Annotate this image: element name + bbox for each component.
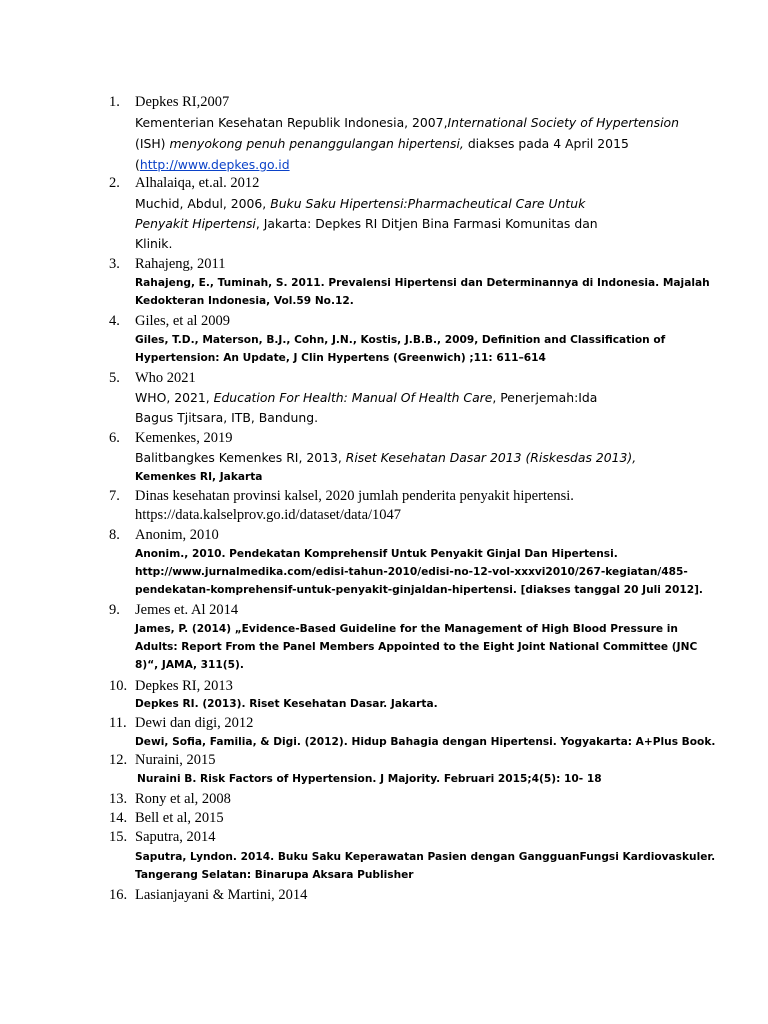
- reference-number: 3.: [109, 256, 120, 272]
- reference-number: 9.: [109, 602, 120, 618]
- reference-number: 10.: [109, 678, 128, 694]
- citation-text: Klinik.: [135, 236, 173, 251]
- citation-text: James, P. (2014) „Evidence-Based Guideline for the Management of High Blood Pressure in: [135, 623, 678, 635]
- citation-text: Education For Health: Manual Of Health Care: [213, 390, 493, 405]
- citation-text: pendekatan-komprehensif-untuk-penyakit-ginjaldan-hipertensi. [diakses tanggal 20 Juli 2012].: [135, 584, 703, 596]
- citation-text: Muchid, Abdul, 2006,: [135, 196, 271, 211]
- reference-number: 12.: [109, 752, 128, 768]
- citation-text: (ISH): [135, 136, 170, 151]
- citation-line: [135, 134, 629, 154]
- citation-text: Anonim., 2010. Pendekatan Komprehensif Untuk Penyakit Ginjal Dan Hipertensi.: [135, 548, 618, 560]
- citation-text: Dewi, Sofia, Familia, & Digi. (2012). Hidup Bahagia dengan Hipertensi. Yogyakarta: A+Plus Book.: [135, 736, 716, 748]
- citation-line: [135, 388, 597, 408]
- citation-text: Giles, T.D., Materson, B.J., Cohn, J.N., Kostis, J.B.B., 2009, Definition and Classification of: [135, 334, 666, 346]
- citation-text: 8)“, JAMA, 311(5).: [135, 659, 244, 671]
- reference-heading: Saputra, 2014: [135, 829, 216, 845]
- reference-heading-url[interactable]: https://data.kalselprov.go.id/dataset/data/1047: [135, 507, 402, 523]
- citation-text: , Jakarta: Depkes RI Ditjen Bina Farmasi Komunitas dan: [255, 216, 598, 231]
- citation-line: [135, 866, 414, 884]
- citation-line: [135, 620, 678, 638]
- citation-line: [135, 234, 172, 254]
- reference-heading: Nuraini, 2015: [135, 752, 216, 768]
- reference-heading: Dinas kesehatan provinsi kalsel, 2020 jumlah penderita penyakit hipertensi.: [135, 488, 574, 504]
- citation-line: [135, 468, 262, 486]
- reference-heading: Depkes RI,2007: [135, 94, 230, 110]
- citation-text: International Society of Hypertension: [447, 115, 679, 130]
- citation-text: Riset Kesehatan Dasar 2013 (Riskesdas 2013),: [345, 450, 637, 465]
- reference-number: 1.: [109, 94, 120, 110]
- citation-text: Kemenkes RI, Jakarta: [135, 471, 263, 483]
- citation-line: [135, 656, 244, 674]
- reference-number: 5.: [109, 370, 120, 386]
- reference-number: 15.: [109, 829, 128, 845]
- citation-line: [135, 292, 354, 310]
- reference-heading: Rony et al, 2008: [135, 791, 231, 807]
- citation-line: [135, 733, 715, 751]
- citation-line: [135, 408, 318, 428]
- citation-text: diakses pada 4 April 2015: [463, 136, 629, 151]
- reference-heading: Kemenkes, 2019: [135, 430, 233, 446]
- citation-line: [137, 770, 602, 788]
- citation-line: [135, 448, 636, 468]
- reference-heading: Dewi dan digi, 2012: [135, 715, 254, 731]
- citation-text: , Penerjemah:Ida: [492, 390, 598, 405]
- citation-text: Hypertension: An Update, J Clin Hypertens (Greenwich) ;11: 611–614: [135, 352, 546, 364]
- citation-text: http://www.jurnalmedika.com/edisi-tahun-2010/edisi-no-12-vol-xxxvi2010/267-kegiatan/485-: [135, 566, 688, 578]
- citation-line: [135, 349, 546, 367]
- reference-heading: Jemes et. Al 2014: [135, 602, 239, 618]
- citation-text: menyokong penuh penanggulangan hipertensi,: [169, 136, 464, 151]
- citation-line: [135, 545, 618, 563]
- citation-text: Nuraini B. Risk Factors of Hypertension. J Majority. Februari 2015;4(5): 10- 18: [137, 773, 602, 785]
- reference-heading: Bell et al, 2015: [135, 810, 224, 826]
- citation-line: [135, 695, 438, 713]
- reference-heading: Rahajeng, 2011: [135, 256, 226, 272]
- citation-line: [135, 563, 688, 581]
- reference-heading: Anonim, 2010: [135, 527, 219, 543]
- citation-line: [135, 194, 585, 214]
- citation-line: [135, 331, 665, 349]
- citation-text: Rahajeng, E., Tuminah, S. 2011. Prevalensi Hipertensi dan Determinannya di Indonesia. Majalah: [135, 277, 710, 289]
- citation-line: [135, 638, 697, 656]
- reference-number: 7.: [109, 488, 120, 504]
- reference-number: 13.: [109, 791, 128, 807]
- reference-number: 8.: [109, 527, 120, 543]
- citation-line: [135, 848, 715, 866]
- citation-text: Saputra, Lyndon. 2014. Buku Saku Keperawatan Pasien dengan GangguanFungsi Kardiovaskuler.: [135, 851, 716, 863]
- citation-text: Adults: Report From the Panel Members Appointed to the Eight Joint National Committee (JNC: [135, 641, 698, 653]
- citation-text: WHO, 2021,: [135, 390, 214, 405]
- citation-text: Kementerian Kesehatan Republik Indonesia, 2007,: [135, 115, 448, 130]
- reference-heading: Alhalaiqa, et.al. 2012: [135, 175, 260, 191]
- citation-line: [135, 113, 679, 133]
- citation-text: Balitbangkes Kemenkes RI, 2013,: [135, 450, 346, 465]
- reference-number: 14.: [109, 810, 128, 826]
- citation-line: [135, 155, 290, 175]
- citation-line: [135, 581, 703, 599]
- citation-line: [135, 274, 710, 292]
- citation-text: Kedokteran Indonesia, Vol.59 No.12.: [135, 295, 354, 307]
- reference-number: 16.: [109, 887, 128, 903]
- reference-heading: Depkes RI, 2013: [135, 678, 233, 694]
- citation-text: Penyakit Hipertensi: [135, 216, 256, 231]
- reference-number: 4.: [109, 313, 120, 329]
- citation-text: Depkes RI. (2013). Riset Kesehatan Dasar. Jakarta.: [135, 698, 438, 710]
- reference-heading: Lasianjayani & Martini, 2014: [135, 887, 308, 903]
- reference-heading: Giles, et al 2009: [135, 313, 231, 329]
- citation-line: [135, 214, 598, 234]
- citation-text: Tangerang Selatan: Binarupa Aksara Publisher: [135, 869, 414, 881]
- reference-number: 6.: [109, 430, 120, 446]
- reference-heading: Who 2021: [135, 370, 196, 386]
- reference-number: 11.: [109, 715, 127, 731]
- reference-number: 2.: [109, 175, 120, 191]
- citation-link[interactable]: http://www.depkes.go.id: [139, 157, 290, 172]
- citation-text: Bagus Tjitsara, ITB, Bandung.: [135, 410, 319, 425]
- citation-text: Buku Saku Hipertensi:Pharmacheutical Care Untuk: [270, 196, 586, 211]
- citation-text: (: [135, 157, 140, 172]
